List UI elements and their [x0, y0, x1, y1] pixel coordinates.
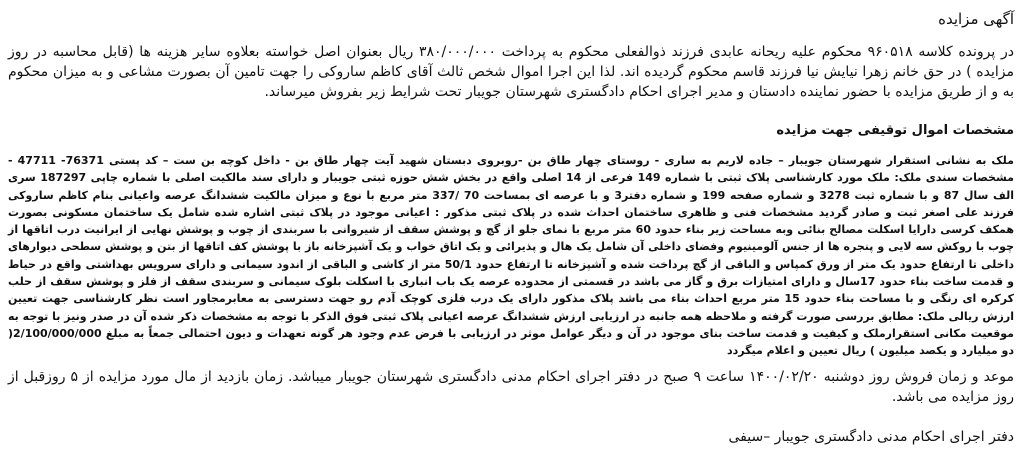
auction-schedule-paragraph: موعد و زمان فروش روز دوشنبه ۱۴۰۰/۰۲/۲۰ ساعت ۹ صبح در دفتر اجرای احکام مدنی دادگستری شهرستان جویبار میباشد. زمان بازدید از مال مورد مزایده از ۵ روزقبل از روز مزایده می باشد.: [8, 369, 1015, 405]
property-details-paragraph: ملک به نشانی استقرار شهرستان جویبار – جاده لاریم به ساری - روستای چهار طاق بن -روبروی دبستان شهید آیت چهار طاق بن - داخل کوچه بن ست – کد پستی 76371- 47711 - مشخصات سندی ملک: ملک مورد کارشناسی پلاک ثبتی با شماره 149 فرعی از 14 اصلی واقع در بخش شش حوزه ثبتی جویبار و دارای سند مالکیت اصلی با شماره چاپی 187297 سری الف سال 87 و با شماره ثبت 3278 و شماره صفحه 199 و شماره دفتر3 و با عرصه ای بمساحت 70 /337 متر مربع با نوع و میزان مالکیت ششدانگ عرصه واعیانی بنام کاظم ساروکی فرزند علی اصغر ثبت و صادر گردید مشخصات فنی و ظاهری ساختمان احداث شده در پلاک ثبتی مذکور : اعیانی موجود در پلاک ثبتی اشاره شده شامل یک ساختمان مسکونی بصورت همکف کرسی دارایا اسکلت مصالح بنائی وبه مساحت زیر بناء حدود 60 متر مربع با نمای جلو از گچ و پوشش سقف از شیروانی با سربندی از چوب و پوشش نهایی از ایرانیت درب اتاقها از چوب با روکش سه لایی و پنجره ها از جنس آلومینیوم وفضای داخلی آن شامل یک هال و پذیرائی و یک اتاق خواب و یک آشپزخانه باز با پوشش کف اتاقها از بتن و پوشش سطحی دیوارهای داخلی تا ارتفاع حدود یک متر از ورق کمپاس و الباقی از گچ پرداخت شده و آشپزخانه تا ارتفاع حدود 50/1 متر از کاشی و الباقی از اندود سیمانی و دارای سرویس بهداشتی واقع در حیاط و قدمت ساخت بناء حدود 17سال و دارای امتیازات برق و گاز می باشد در قسمتی از محدوده عرصه یک باب انباری با اسکلت بلوک سیمانی و سربندی سقف از فلز و پوشش سقف از حلب کرکره ای رنگی و با مساحت بناء حدود 15 متر مربع احداث بناء می باشد پلاک مذکور دارای یک درب فلزی کوچک آدم رو جهت دسترسی به معابرمجاور است نظر کارشناسی جهت تعیین ارزش ریالی ملک: مطابق بررسی صورت گرفته و ملاحظه همه جانبه در ارزیابی ارزش ششدانگ عرصه اعیانی پلاک ثبتی فوق الذکر با توجه به مشخصات ذکر شده آن در صدر ونیز با توجه به موقعیت مکانی استقرارملک و کیفیت و قدمت ساخت بنای موجود در آن و دیگر عوامل موثر در ارزیابی با فرض عدم وجود هر گونه تعهدات و دیون احتمالی جمعاً به مبلغ 2/100/000/000( دو میلیارد و یکصد میلیون ) ریال تعیین و اعلام میگردد: [8, 154, 1015, 358]
section-heading: مشخصات اموال توقیفی جهت مزایده: [776, 123, 1014, 138]
notice-title: آگهی مزایده: [938, 10, 1014, 28]
auction-notice: [8, 0, 1014, 459]
notice-intro-paragraph: در پرونده کلاسه ۹۶۰۵۱۸ محکوم علیه ریحانه عابدی فرزند ذوالفعلی محکوم به پرداخت ۳۸۰/۰۰۰/۰۰۰ ریال بعنوان اصل خواسته بعلاوه سایر هزینه ها (قابل محاسبه در روز مزایده ) در حق خانم زهرا نیایش نیا فرزند قاسم محکوم گردیده اند. لذا این اجرا اموال شخص ثالث آقای کاظم ساروکی را جهت تامین آن بصورت مشاعی و به میزان محکوم به و از طریق مزایده با حضور نماینده دادستان و مدیر اجرای احکام دادگستری شهرستان جویبار تحت شرایط زیر بفروش میرساند.: [8, 44, 1014, 100]
issuing-office-signature: دفتر اجرای احکام مدنی دادگستری جویبار –سیفی: [728, 429, 1014, 445]
